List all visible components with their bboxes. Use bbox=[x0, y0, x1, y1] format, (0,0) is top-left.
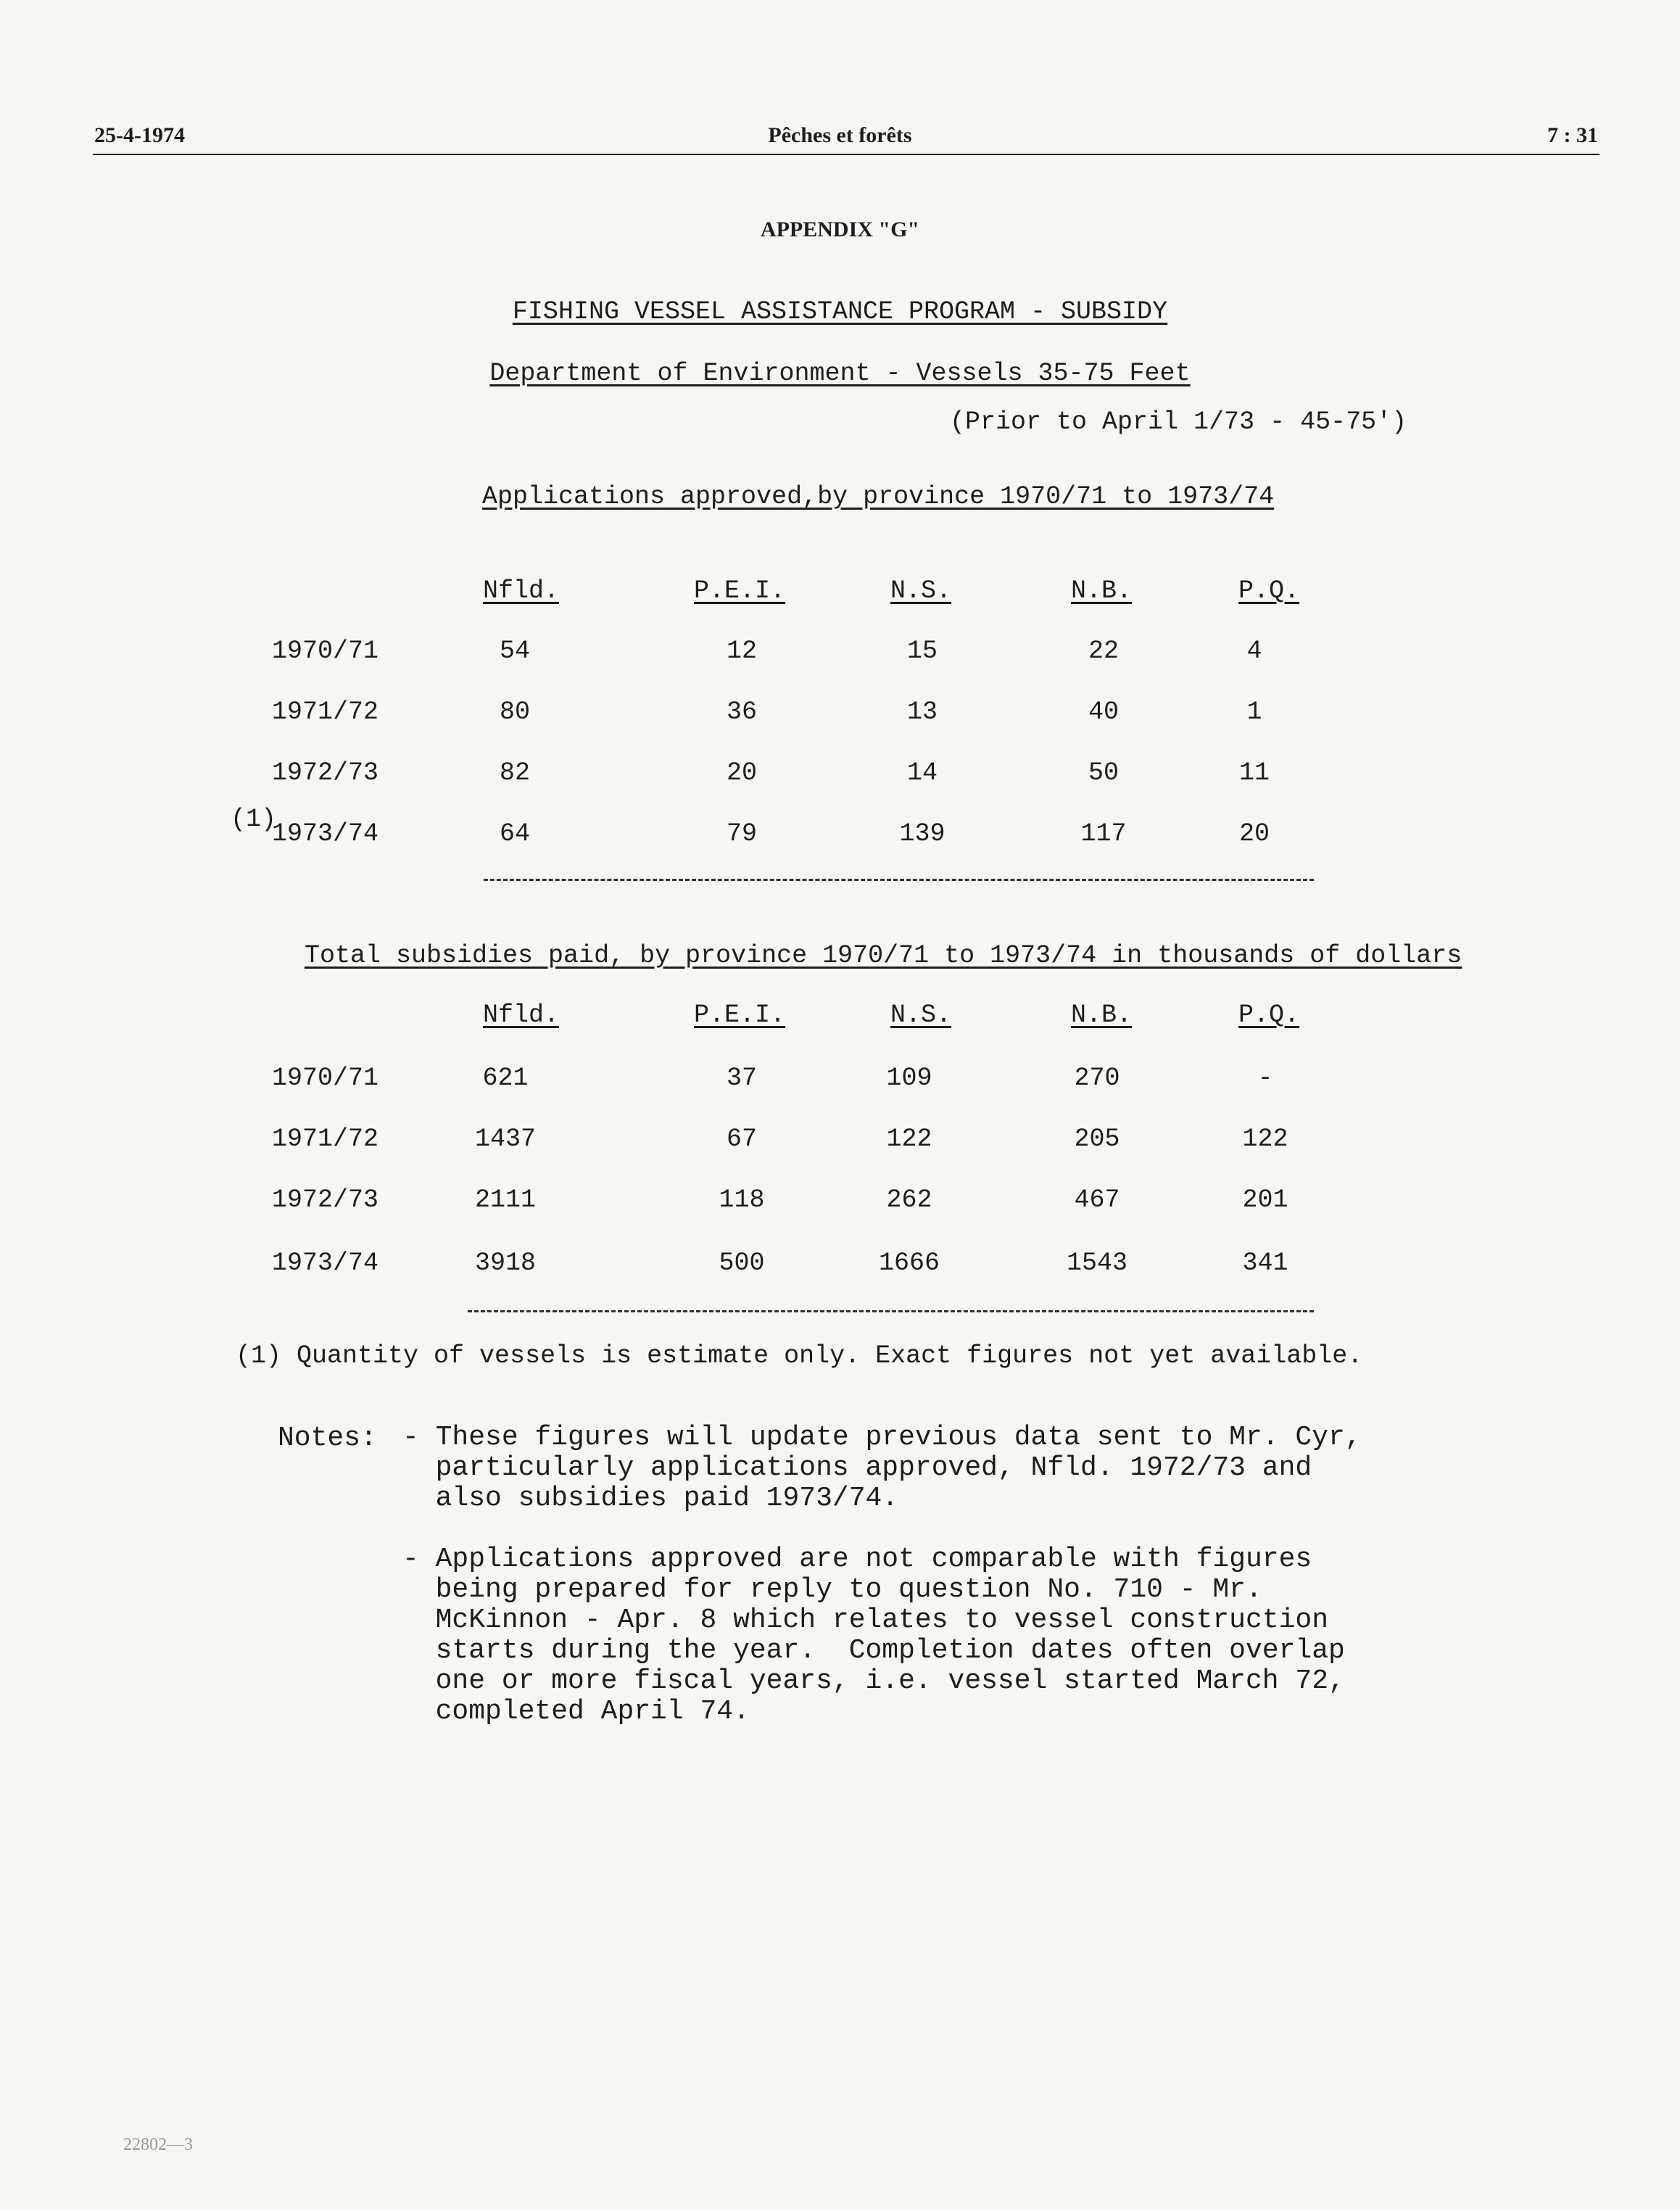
table1-cell: 40 bbox=[1088, 698, 1119, 727]
table1-cell: 139 bbox=[899, 819, 945, 848]
table2-cell: - bbox=[1257, 1064, 1273, 1093]
program-title: FISHING VESSEL ASSISTANCE PROGRAM - SUBSIDY bbox=[512, 297, 1168, 326]
table1-cell: 117 bbox=[1080, 819, 1127, 848]
table2-cell: 205 bbox=[1074, 1125, 1120, 1154]
header-rule bbox=[93, 154, 1600, 155]
table2-cell: 467 bbox=[1074, 1185, 1120, 1214]
table1-cell: 13 bbox=[906, 698, 938, 727]
table1-cell: 80 bbox=[499, 698, 530, 727]
table1-cell: 50 bbox=[1088, 758, 1119, 787]
table2-col-ns: N.S. bbox=[890, 1001, 952, 1030]
appendix-title: APPENDIX "G" bbox=[760, 218, 920, 241]
header-date: 25-4-1974 bbox=[94, 123, 185, 147]
table1-dashed-rule bbox=[484, 879, 1314, 881]
table2-cell: 37 bbox=[726, 1064, 757, 1093]
table1-cell: 20 bbox=[1238, 819, 1270, 848]
table1-cell: 54 bbox=[499, 637, 530, 666]
table2-cell: 122 bbox=[1242, 1125, 1288, 1154]
header-title: Pêches et forêts bbox=[768, 123, 912, 147]
table1-cell: 11 bbox=[1238, 758, 1270, 787]
note-item-2: - Applications approved are not comparable with figures being prepared for reply to question No. 710 - Mr. McKinnon - Apr. 8 which relates to vessel construction starts during the year. Completion dates often overlap one or more fiscal years, i.e. vessel started March 72, completed April 74. bbox=[402, 1544, 1345, 1727]
table1-row-year: 1971/72 bbox=[272, 698, 379, 727]
table2-cell: 500 bbox=[719, 1249, 765, 1278]
table1-col-pq: P.Q. bbox=[1238, 576, 1300, 605]
table2-row-year: 1973/74 bbox=[272, 1249, 379, 1278]
table2-cell: 2111 bbox=[474, 1185, 536, 1214]
notes-label: Notes: bbox=[278, 1423, 377, 1454]
table2-cell: 118 bbox=[719, 1185, 765, 1214]
table1-cell: 20 bbox=[726, 758, 757, 787]
table1-col-nb: N.B. bbox=[1071, 576, 1133, 605]
table2-cell: 109 bbox=[886, 1064, 932, 1093]
table2-cell: 201 bbox=[1242, 1185, 1288, 1214]
table1-col-nfld: Nfld. bbox=[483, 576, 560, 605]
table1-cell: 1 bbox=[1246, 698, 1262, 727]
table2-cell: 122 bbox=[886, 1125, 932, 1154]
table2-dashed-rule bbox=[468, 1310, 1314, 1312]
table2-cell: 1437 bbox=[474, 1125, 536, 1154]
table2-row-year: 1970/71 bbox=[272, 1064, 379, 1093]
table2-cell: 1666 bbox=[878, 1249, 940, 1278]
footnote: (1) Quantity of vessels is estimate only. Exact figures not yet available. bbox=[236, 1341, 1363, 1370]
table1-cell: 12 bbox=[726, 637, 757, 666]
table2-cell: 262 bbox=[886, 1185, 932, 1214]
prior-note: (Prior to April 1/73 - 45-75') bbox=[950, 407, 1407, 436]
table1-cell: 64 bbox=[499, 819, 530, 848]
department-title: Department of Environment - Vessels 35-75 Feet bbox=[489, 359, 1191, 388]
table1-cell: 15 bbox=[906, 637, 938, 666]
table2-cell: 621 bbox=[482, 1064, 529, 1093]
table1-cell: 22 bbox=[1088, 637, 1119, 666]
table2-row-year: 1971/72 bbox=[272, 1125, 379, 1154]
table1-row-year: 1972/73 bbox=[272, 758, 379, 787]
table2-col-pei: P.E.I. bbox=[694, 1001, 786, 1030]
table2-cell: 341 bbox=[1242, 1249, 1288, 1278]
table2-col-nfld: Nfld. bbox=[483, 1001, 560, 1030]
note-item-1: - These figures will update previous data sent to Mr. Cyr, particularly applications approved, Nfld. 1972/73 and also subsidies paid 1973/74. bbox=[402, 1422, 1362, 1514]
print-stamp: 22802—3 bbox=[123, 2135, 193, 2154]
table1-col-pei: P.E.I. bbox=[694, 576, 786, 605]
table2-caption: Total subsidies paid, by province 1970/71 to 1973/74 in thousands of dollars bbox=[305, 941, 1462, 970]
table1-cell: 79 bbox=[726, 819, 757, 848]
table2-col-nb: N.B. bbox=[1071, 1001, 1133, 1030]
table1-col-ns: N.S. bbox=[890, 576, 952, 605]
table2-cell: 270 bbox=[1074, 1064, 1120, 1093]
table1-row-year: 1973/74 bbox=[272, 819, 379, 848]
table1-cell: 82 bbox=[499, 758, 530, 787]
table1-cell: 14 bbox=[906, 758, 938, 787]
footnote-marker: (1) bbox=[231, 805, 277, 834]
table2-col-pq: P.Q. bbox=[1238, 1001, 1300, 1030]
table1-row-year: 1970/71 bbox=[272, 637, 379, 666]
table2-row-year: 1972/73 bbox=[272, 1185, 379, 1214]
table2-cell: 3918 bbox=[474, 1249, 536, 1278]
table1-cell: 4 bbox=[1246, 637, 1262, 666]
table2-cell: 1543 bbox=[1066, 1249, 1127, 1278]
table1-cell: 36 bbox=[726, 698, 757, 727]
header-page-number: 7 : 31 bbox=[1547, 123, 1598, 147]
table2-cell: 67 bbox=[726, 1125, 757, 1154]
table1-caption: Applications approved,by province 1970/71 to 1973/74 bbox=[482, 482, 1275, 511]
